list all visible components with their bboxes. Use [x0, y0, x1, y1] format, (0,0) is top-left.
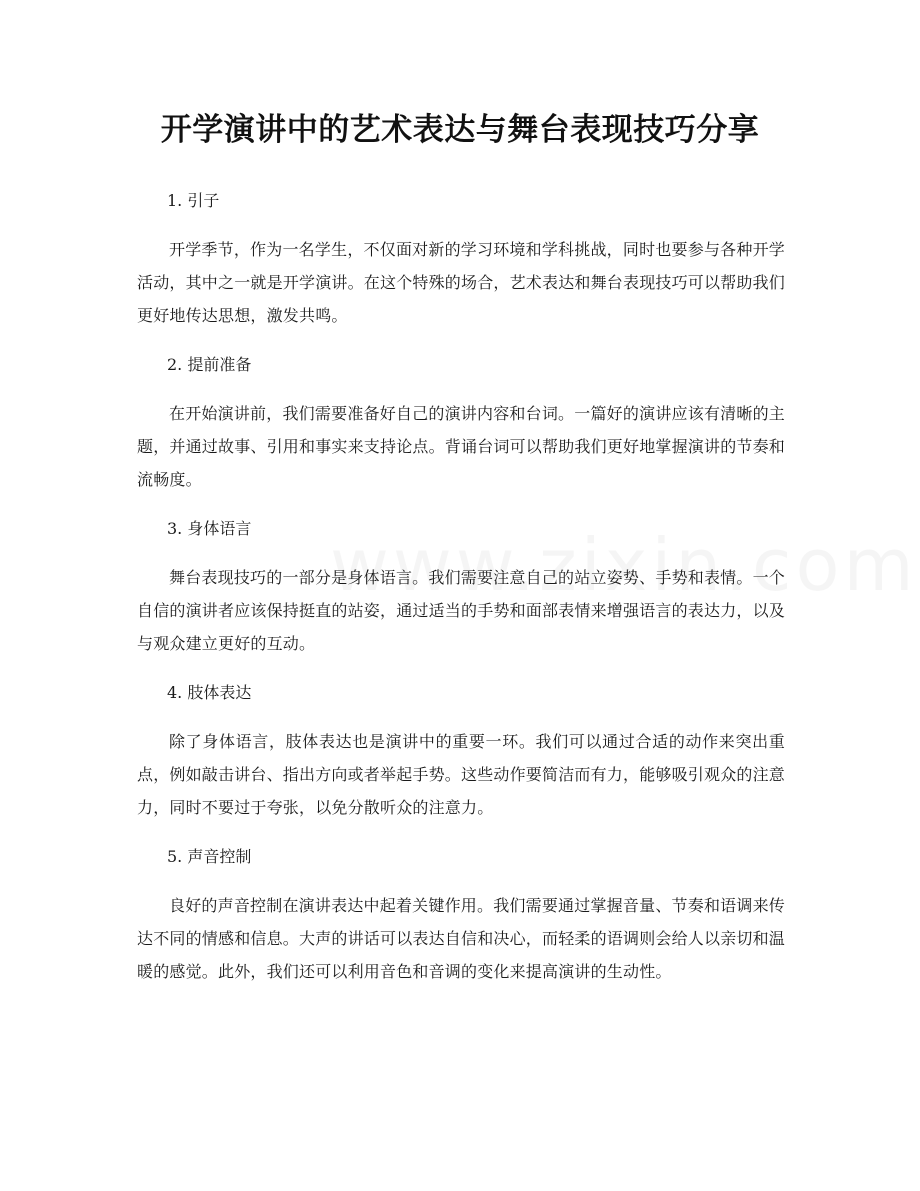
section-gesture — [137, 676, 785, 824]
section-heading: 1. 引子 — [167, 191, 220, 210]
document-body — [137, 184, 785, 988]
section-preparation — [137, 348, 785, 496]
section-heading: 3. 身体语言 — [167, 519, 252, 538]
section-voice-control — [137, 840, 785, 988]
section-paragraph: 在开始演讲前，我们需要准备好自己的演讲内容和台词。一篇好的演讲应该有清晰的主题，并通过故事、引用和事实来支持论点。背诵台词可以帮助我们更好地掌握演讲的节奏和流畅度。 — [137, 404, 786, 489]
section-paragraph: 开学季节，作为一名学生，不仅面对新的学习环境和学科挑战，同时也要参与各种开学活动，其中之一就是开学演讲。在这个特殊的场合，艺术表达和舞台表现技巧可以帮助我们更好地传达思想，激发共鸣。 — [137, 240, 786, 325]
section-heading: 5. 声音控制 — [167, 847, 252, 866]
section-heading: 2. 提前准备 — [167, 355, 252, 374]
section-intro — [137, 184, 785, 332]
section-paragraph: 舞台表现技巧的一部分是身体语言。我们需要注意自己的站立姿势、手势和表情。一个自信的演讲者应该保持挺直的站姿，通过适当的手势和面部表情来增强语言的表达力，以及与观众建立更好的互动。 — [137, 568, 786, 653]
section-paragraph: 良好的声音控制在演讲表达中起着关键作用。我们需要通过掌握音量、节奏和语调来传达不同的情感和信息。大声的讲话可以表达自信和决心，而轻柔的语调则会给人以亲切和温暖的感觉。此外，我们还可以利用音色和音调的变化来提高演讲的生动性。 — [137, 896, 786, 981]
page-title: 开学演讲中的艺术表达与舞台表现技巧分享 — [160, 112, 760, 148]
section-paragraph: 除了身体语言，肢体表达也是演讲中的重要一环。我们可以通过合适的动作来突出重点，例如敲击讲台、指出方向或者举起手势。这些动作要简洁而有力，能够吸引观众的注意力，同时不要过于夸张，以免分散听众的注意力。 — [137, 732, 786, 817]
section-body-language — [137, 512, 785, 660]
section-heading: 4. 肢体表达 — [167, 683, 252, 702]
